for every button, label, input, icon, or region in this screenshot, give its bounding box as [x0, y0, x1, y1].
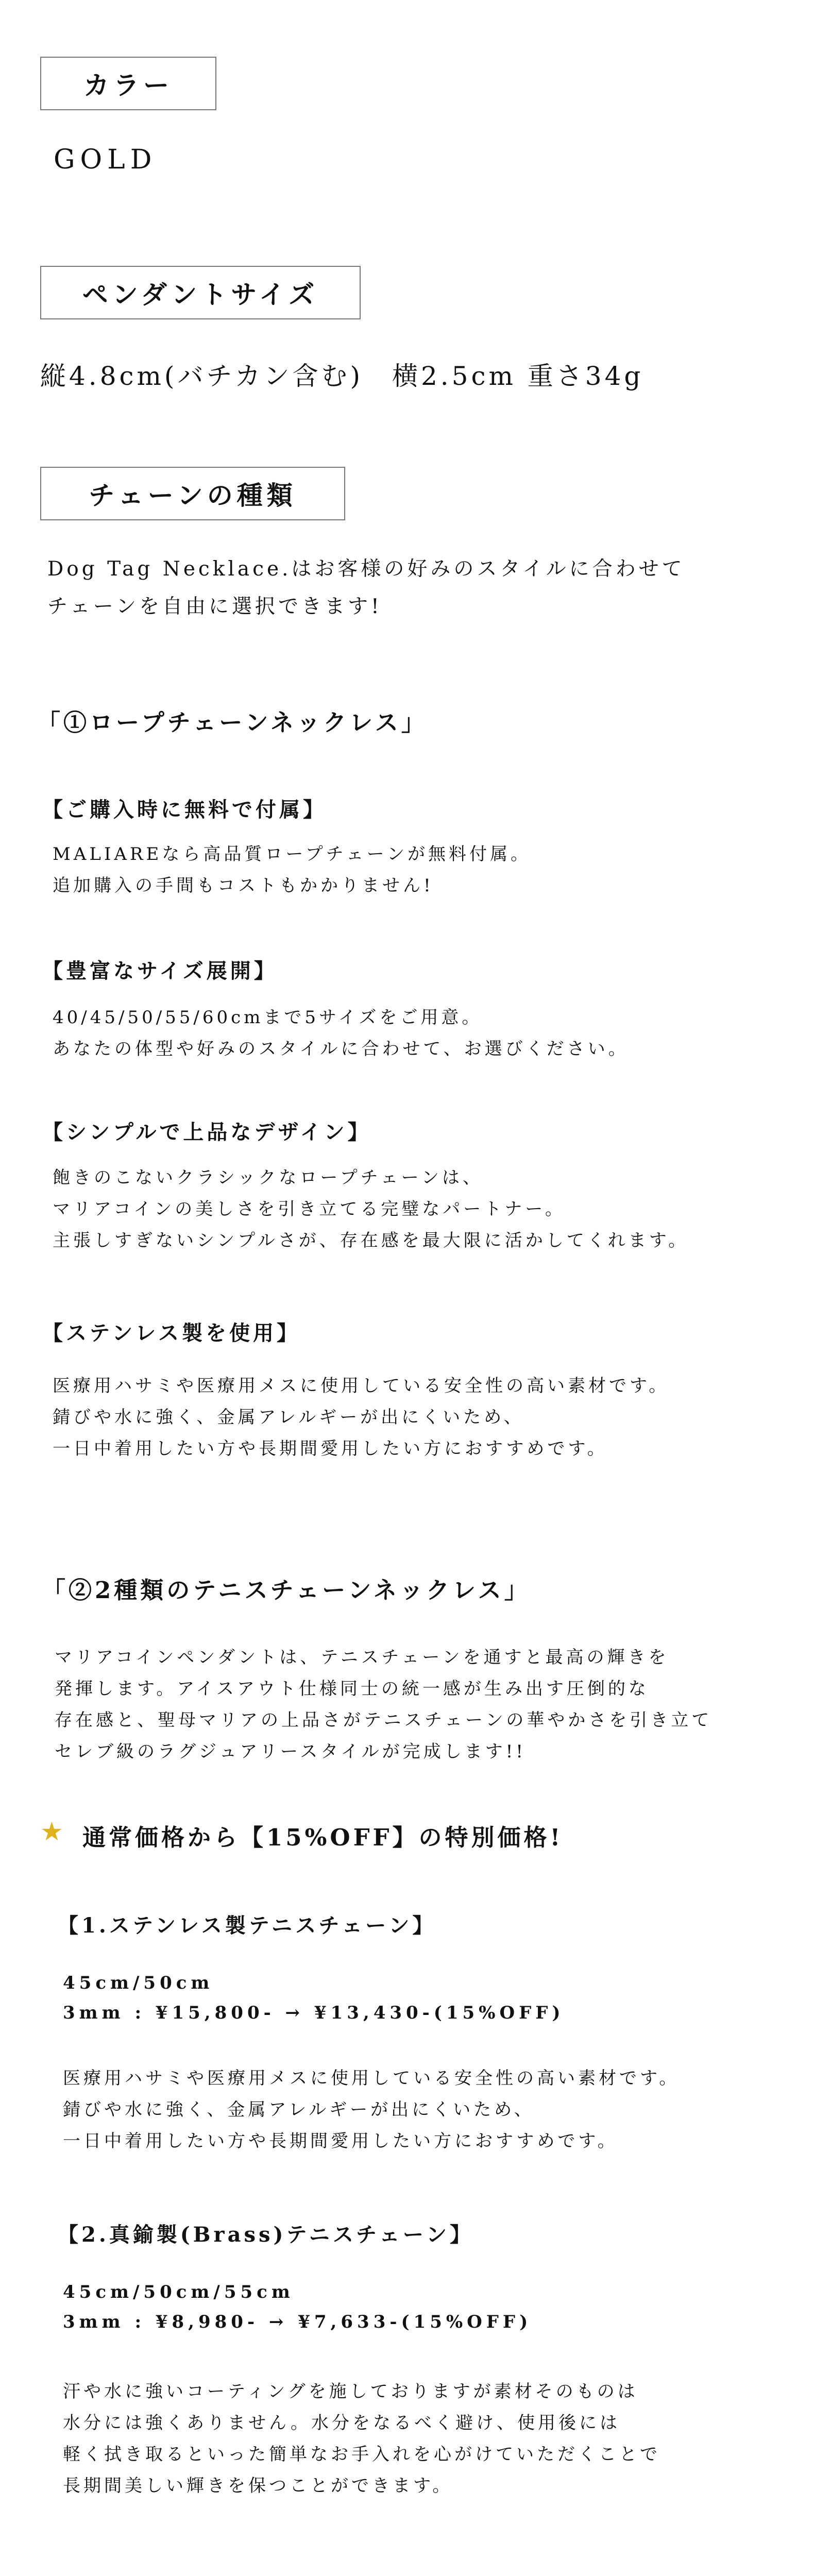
- option-line: 汗や水に強いコーティングを施しておりますが素材そのものは: [63, 2381, 638, 2402]
- option-line: 一日中着用したい方や長期間愛用したい方におすすめです。: [63, 2131, 618, 2151]
- feature-line: 錆びや水に強く、金属アレルギーが出にくいため、: [53, 1407, 524, 1428]
- feature-line: 一日中着用したい方や長期間愛用したい方におすすめです。: [53, 1438, 608, 1459]
- tennis-option-pricing: [63, 1968, 564, 2028]
- rope-feature-body: [53, 839, 531, 902]
- rope-feature-body: [53, 1162, 689, 1257]
- feature-line: マリアコインの美しさを引き立てる完璧なパートナー。: [53, 1199, 566, 1219]
- color-section-title: カラー: [40, 57, 216, 110]
- option-sizes: 45cm/50cm/55cm: [63, 2282, 294, 2302]
- rope-chain-heading: 「①ロープチェーンネックレス」: [37, 709, 428, 736]
- feature-line: 医療用ハサミや医療用メスに使用している安全性の高い素材です。: [53, 1376, 670, 1396]
- option-line: 長期間美しい輝きを保つことができます。: [63, 2476, 453, 2496]
- intro-line: チェーンを自由に選択できます!: [47, 595, 382, 618]
- rope-feature-title: 【シンプルで上品なデザイン】: [42, 1120, 371, 1144]
- pendant-size-title: ペンダントサイズ: [40, 266, 361, 319]
- tennis-chain-intro: [55, 1642, 712, 1768]
- tennis-chain-heading: 「②2種類のテニスチェーンネックレス」: [42, 1577, 531, 1604]
- feature-line: 40/45/50/55/60cmまで5サイズをご用意。: [53, 1007, 483, 1028]
- chain-types-intro: [47, 550, 685, 625]
- feature-line: 追加購入の手間もコストもかかりません!: [53, 875, 434, 896]
- feature-line: 飽きのこないクラシックなロープチェーンは、: [53, 1167, 483, 1188]
- option-sizes: 45cm/50cm: [63, 1973, 214, 1993]
- rope-feature-title: 【ご購入時に無料で付属】: [42, 798, 327, 822]
- option-line: 軽く拭き取るといった簡単なお手入れを心がけていただくことで: [63, 2444, 660, 2465]
- rope-feature-title: 【ステンレス製を使用】: [42, 1321, 300, 1345]
- rope-feature-title: 【豊富なサイズ展開】: [42, 959, 278, 983]
- intro-line: マリアコインペンダントは、テニスチェーンを通すと最高の輝きを: [55, 1647, 669, 1668]
- color-value: GOLD: [54, 144, 157, 175]
- star-icon: ★: [40, 1817, 63, 1846]
- chain-types-title: チェーンの種類: [40, 467, 345, 520]
- tennis-option-body: [63, 2063, 680, 2157]
- intro-line: Dog Tag Necklace.はお客様の好みのスタイルに合わせて: [47, 557, 685, 581]
- intro-line: 発揮します。アイスアウト仕様同士の統一感が生み出す圧倒的な: [55, 1679, 649, 1699]
- special-price-heading: 通常価格から【15%OFF】の特別価格!: [82, 1824, 564, 1851]
- rope-feature-body: [53, 1370, 669, 1465]
- option-line: 錆びや水に強く、金属アレルギーが出にくいため、: [63, 2099, 535, 2120]
- intro-line: 存在感と、聖母マリアの上品さがテニスチェーンの華やかさを引き立て: [55, 1710, 713, 1731]
- tennis-option-title: 【1.ステンレス製テニスチェーン】: [58, 1913, 436, 1938]
- pendant-size-value: 縦4.8cm(バチカン含む) 横2.5cm 重さ34g: [40, 361, 644, 391]
- option-price: 3mm : ¥8,980- → ¥7,633-(15%OFF): [63, 2312, 532, 2332]
- option-price: 3mm : ¥15,800- → ¥13,430-(15%OFF): [63, 2003, 565, 2023]
- feature-line: MALIAREなら高品質ロープチェーンが無料付属。: [53, 844, 531, 865]
- tennis-option-pricing: [63, 2277, 532, 2337]
- tennis-option-body: [63, 2376, 660, 2502]
- rope-feature-body: [53, 1002, 629, 1065]
- intro-line: セレブ級のラグジュアリースタイルが完成します!!: [55, 1741, 526, 1762]
- feature-line: 主張しすぎないシンプルさが、存在感を最大限に活かしてくれます。: [53, 1230, 689, 1251]
- option-line: 水分には強くありません。水分をなるべく避け、使用後には: [63, 2413, 621, 2433]
- option-line: 医療用ハサミや医療用メスに使用している安全性の高い素材です。: [63, 2068, 680, 2089]
- feature-line: あなたの体型や好みのスタイルに合わせて、お選びください。: [53, 1039, 629, 1059]
- tennis-option-title: 【2.真鍮製(Brass)テニスチェーン】: [58, 2223, 474, 2247]
